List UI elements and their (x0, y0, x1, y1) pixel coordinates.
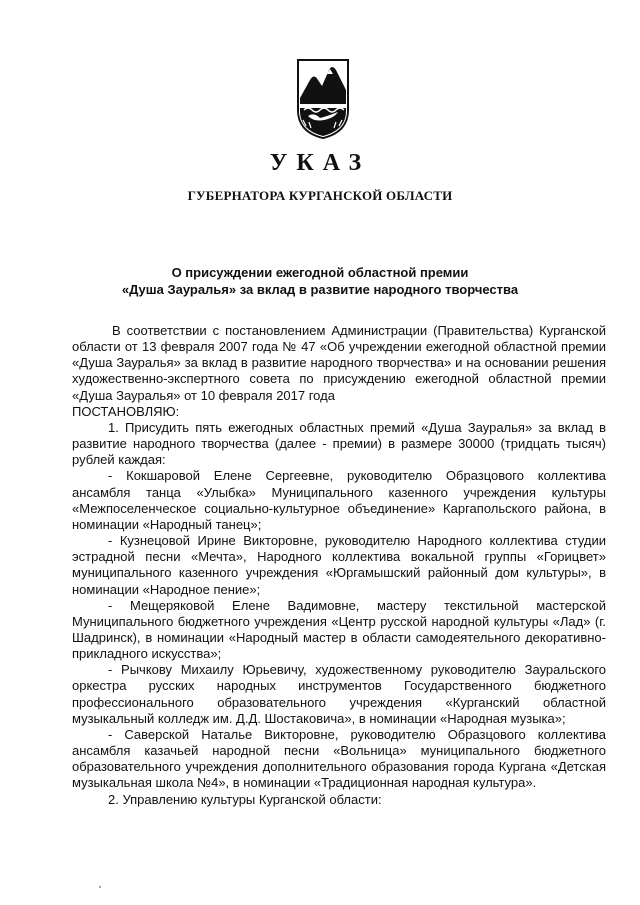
laureate-paragraph: - Мещеряковой Елене Вадимовне, мастеру текстильной мастерской Муниципального бюджетного учреждения «Центр русской народной культуры «Лад» (г. Шадринск), в номинации «Народный мастер в области самодеятельного декоративно-прикладного искусства»; (72, 597, 606, 662)
heading-line-2: «Душа Зауралья» за вклад в развитие народного творчества (121, 282, 519, 297)
item-2-paragraph: 2. Управлению культуры Курганской области: (108, 791, 382, 807)
preamble-paragraph: В соответствии с постановлением Администрации (Правительства) Курганской области от 13 февраля 2007 года № 47 «Об учреждении ежегодной областной премии «Душа Зауралья» за вклад в развитие народного творчества» и на основании решения художественно-экспертного совета по присуждению ежегодной областной премии «Душа Зауралья» от 10 февраля 2017 года (72, 323, 606, 403)
laureate-paragraph: - Рычкову Михаилу Юрьевичу, художественному руководителю Зауральского оркестра русских народных инструментов Государственного бюджетного профессионального образовательного учреждения «Курганский областной музыкальный колледж им. Д.Д. Шостаковича», в номинации «Народная музыка»; (72, 662, 606, 726)
heading-line-1: О присуждении ежегодной областной премии (171, 265, 469, 280)
scan-speck (99, 886, 101, 888)
item-1-paragraph: 1. Присудить пять ежегодных областных премий «Душа Зауралья» за вклад в развитие народного творчества (далее - премии) в размере 30000 (тридцать тысяч) рублей каждая: (72, 419, 606, 468)
laureate-paragraph: - Саверской Наталье Викторовне, руководителю Образцового коллектива ансамбля казачьей народной песни «Вольница» муниципального бюджетного образовательного учреждения дополнительного образования города Кургана «Детская музыкальная школа №4», в номинации «Традиционная народная культура». (72, 726, 606, 791)
document-body (72, 323, 606, 808)
coat-of-arms-emblem (296, 58, 350, 140)
laureate-paragraph: - Кузнецовой Ирине Викторовне, руководителю Народного коллектива студии эстрадной песни «Мечта», Народного коллектива вокальной группы «Горицвет» муниципального казенного учреждения «Юргамышский районный дом культуры», в номинации «Народное пение»; (72, 533, 606, 597)
laureate-paragraph: - Кокшаровой Елене Сергеевне, руководителю Образцового коллектива ансамбля танца «Улыбка» Муниципального казенного учреждения культуры «Межпоселенческое социально-культурное объединение» Каргапольского района, в номинации «Народный танец»; (72, 468, 606, 532)
decree-word: ПОСТАНОВЛЯЮ: (72, 403, 180, 419)
document-heading (0, 264, 640, 298)
decree-title: УКАЗ (269, 150, 371, 176)
issuer-subtitle: ГУБЕРНАТОРА КУРГАНСКОЙ ОБЛАСТИ (187, 188, 453, 203)
